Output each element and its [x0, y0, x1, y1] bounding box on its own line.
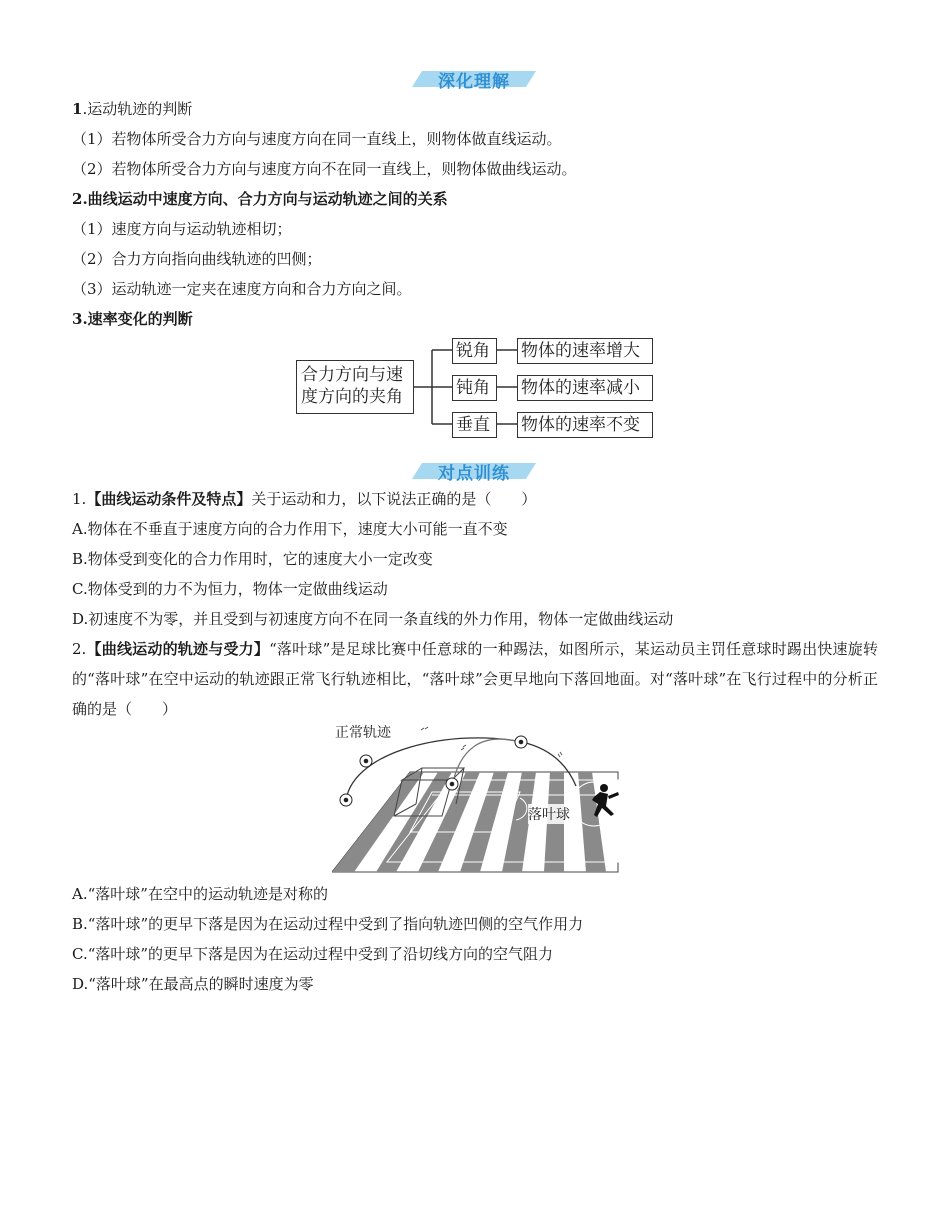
- leaf-ball-figure: [332, 720, 620, 875]
- q1-option-b: B.物体受到变化的合力作用时，它的速度大小一定改变: [72, 550, 433, 568]
- q1-stem: 1.【曲线运动条件及特点】关于运动和力，以下说法正确的是（ ）: [72, 490, 537, 508]
- banner-title: 深化理解: [438, 72, 510, 92]
- section-banner-practice: [0, 457, 950, 483]
- q2-option-d: D.“落叶球”在最高点的瞬时速度为零: [72, 975, 314, 993]
- item3-heading: 3.速率变化的判断: [72, 310, 193, 328]
- football-field-illustration: [332, 720, 620, 875]
- q2-option-a: A.“落叶球”在空中的运动轨迹是对称的: [72, 885, 328, 903]
- item2-line-1: （1）速度方向与运动轨迹相切；: [72, 220, 292, 238]
- diagram-result-increase: 物体的速率增大: [517, 338, 653, 364]
- item2-line-3: （3）运动轨迹一定夹在速度方向和合力方向之间。: [72, 280, 412, 298]
- q2-option-c: C.“落叶球”的更早下落是因为在运动过程中受到了沿切线方向的空气阻力: [72, 945, 554, 963]
- diagram-angle-obtuse: 钝角: [452, 375, 497, 401]
- diagram-result-unchanged: 物体的速率不变: [517, 412, 653, 438]
- banner-title: 对点训练: [438, 464, 510, 484]
- item2-line-2: （2）合力方向指向曲线轨迹的凹侧；: [72, 250, 322, 268]
- q1-option-a: A.物体在不垂直于速度方向的合力作用下，速度大小可能一直不变: [72, 520, 508, 538]
- diagram-angle-right: 垂直: [452, 412, 497, 438]
- q1-option-d: D.初速度不为零，并且受到与初速度方向不在同一条直线的外力作用，物体一定做曲线运动: [72, 610, 674, 628]
- q2-option-b: B.“落叶球”的更早下落是因为在运动过程中受到了指向轨迹凹侧的空气作用力: [72, 915, 584, 933]
- section-banner-deepen: [0, 65, 950, 91]
- q2-stem: 2.【曲线运动的轨迹与受力】“落叶球”是足球比赛中任意球的一种踢法，如图所示，某运动员主罚任意球时踢出快速旋转的“落叶球”在空中运动的轨迹跟正常飞行轨迹相比，“落叶球”会更早地向下落回地面。对“落叶球”在飞行过程中的分析正确的是（ ）: [72, 640, 878, 718]
- diagram-root-box: 合力方向与速 度方向的夹角: [296, 360, 414, 414]
- item1-line-2: （2）若物体所受合力方向与速度方向不在同一直线上，则物体做曲线运动。: [72, 160, 577, 178]
- figure-label-leaf: 落叶球: [528, 804, 570, 824]
- speed-change-diagram: [296, 334, 656, 440]
- item2-heading: 2.曲线运动中速度方向、合力方向与运动轨迹之间的关系: [72, 190, 448, 208]
- item1-heading: 1.运动轨迹的判断: [72, 100, 193, 118]
- q1-option-c: C.物体受到的力不为恒力，物体一定做曲线运动: [72, 580, 388, 598]
- diagram-result-decrease: 物体的速率减小: [517, 375, 653, 401]
- item1-line-1: （1）若物体所受合力方向与速度方向在同一直线上，则物体做直线运动。: [72, 130, 562, 148]
- diagram-angle-acute: 锐角: [452, 338, 497, 364]
- figure-label-normal: 正常轨迹: [335, 725, 391, 741]
